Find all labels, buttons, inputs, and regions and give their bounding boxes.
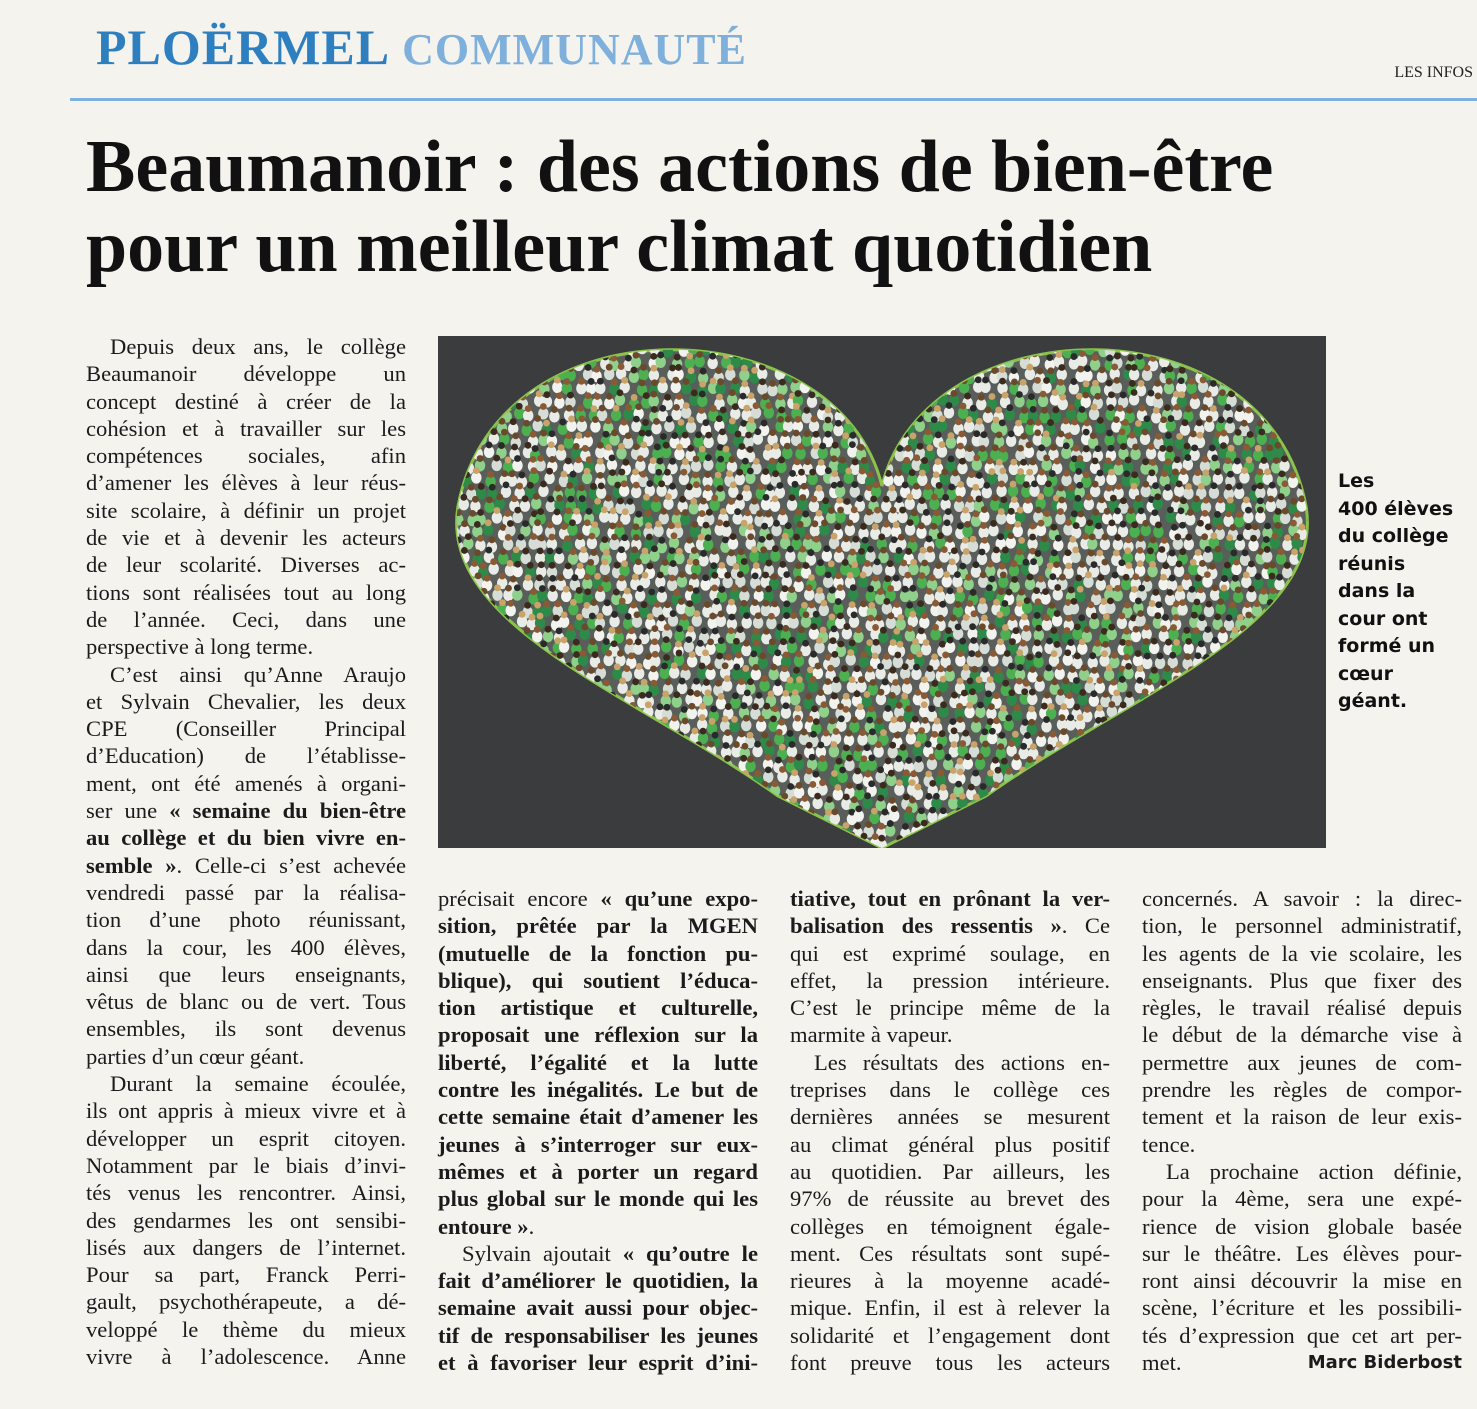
text-line [438,1185,758,1212]
text-run: le début de la démarche vise à [1142,1022,1462,1048]
text-run: pour la 4ème, sera une expé- [1142,1186,1462,1212]
bold-run: liberté, l’égalité et la lutte [438,1049,758,1075]
text-line [790,1185,1110,1212]
text-run: marmite à vapeur. [790,1022,953,1048]
text-run: cohésion et à travailler sur les [86,415,406,441]
text-run: ser une [86,798,170,824]
text-line [86,360,406,387]
text-line [86,961,406,988]
text-run: tés d’expression que cet art per- [1142,1322,1462,1348]
text-line [438,1267,758,1294]
text-line [790,1103,1110,1130]
text-run: Les résultats des actions en- [814,1049,1110,1075]
bold-run: semble » [86,852,177,878]
text-line [86,1343,406,1370]
bold-run: (mutuelle de la fonction pu- [438,940,758,966]
text-line [1142,1131,1462,1158]
text-run: C’est le principe même de la [790,995,1110,1021]
bold-run: « qu’une expo- [600,886,758,911]
text-run: vendredi passé par la réalisa- [86,879,406,905]
text-run: développer un esprit citoyen. [86,1125,406,1151]
headline-line-1: Beaumanoir : des actions de bien-être [86,126,1274,208]
text-run: tions sont réalisées tout au long [86,579,406,605]
photo-caption [1338,468,1472,716]
text-line [86,906,406,933]
text-run: veloppé le thème du mieux [86,1316,406,1342]
headline-line-2: pour un meilleur climat quotidien [86,205,1153,288]
caption-line: cour ont [1338,607,1428,630]
caption-line: réunis [1338,552,1406,575]
caption-line: Les [1338,470,1375,492]
text-run: Depuis deux ans, le collège [110,334,406,359]
text-run: Durant la semaine écoulée, [110,1071,406,1097]
text-line [438,1158,758,1185]
text-line [86,1097,406,1124]
text-line [438,912,758,939]
text-line [438,1103,758,1130]
text-line [86,524,406,551]
text-line [1142,1322,1462,1349]
text-run: solidarité et l’engagement dont [790,1322,1110,1348]
article-column-1 [86,333,406,1370]
text-line [86,469,406,496]
text-run: Beaumanoir développe un [86,361,406,387]
header-divider [70,98,1477,101]
text-line [86,688,406,715]
section-right-label: LES INFOS [1394,64,1473,81]
text-run: qui est exprimé soulage, en [790,940,1110,966]
text-line [790,1131,1110,1158]
text-run: dans la cour, les 400 élèves, [86,934,406,960]
text-line [790,1158,1110,1185]
text-run: règles, le travail réalisé depuis [1142,995,1462,1021]
text-line [86,1207,406,1234]
text-run: concept destiné à créer de la [86,388,406,414]
text-run: treprises dans le collège ces [790,1077,1110,1103]
text-run: tés venus les rencontrer. Ainsi, [86,1180,406,1206]
text-line [86,770,406,797]
text-run: effet, la pression intérieure. [790,967,1110,993]
text-run: . Ce [1061,913,1110,939]
text-line [86,1288,406,1315]
text-run: gault, psychothérapeute, a dé- [86,1289,406,1315]
text-run: mique. Enfin, il est à relever la [790,1295,1110,1321]
text-run: ainsi que leurs enseignants, [86,961,406,987]
text-line [438,1076,758,1103]
caption-line: dans la [1338,580,1416,602]
text-line [1142,1158,1462,1185]
section-subtitle: COMMUNAUTÉ [402,25,747,74]
text-run: rience de vision globale basée [1142,1213,1462,1239]
text-line [86,442,406,469]
text-run: précisait encore [438,886,601,911]
text-run: tence. [1142,1131,1196,1157]
text-run: met. [1142,1350,1182,1376]
text-line [86,333,406,360]
bold-run: tif de responsabiliser les jeunes [438,1322,758,1348]
text-run: compétences sociales, afin [86,443,406,469]
text-line [790,1049,1110,1076]
caption-line: 400 élèves [1338,497,1454,520]
bold-run: entoure » [438,1213,529,1239]
text-line [86,852,406,879]
text-run: de vie et à devenir les acteurs [86,525,406,551]
bold-run: « qu’outre le [622,1240,758,1266]
text-line [790,1322,1110,1349]
text-line [86,579,406,606]
text-line [438,1213,758,1240]
text-line [1142,967,1462,994]
text-line [1142,994,1462,1021]
text-line [1142,1294,1462,1321]
text-line [790,940,1110,967]
text-run: d’Education) de l’établisse- [86,743,406,769]
text-run: tion d’une photo réunissant, [86,907,406,933]
article-column-2 [438,885,758,1376]
text-run: C’est ainsi qu’Anne Araujo [110,661,406,687]
text-line [1142,1076,1462,1103]
text-run: lisés aux dangers de l’internet. [86,1234,406,1260]
text-line [86,1125,406,1152]
text-run: ront ainsi découvrir la mise en [1142,1268,1462,1294]
text-line [86,661,406,688]
text-run: prendre les règles de compor- [1142,1077,1462,1103]
article-headline [86,128,1476,288]
section-town: PLOËRMEL [96,19,391,75]
text-line [1142,912,1462,939]
bold-run: sition, prêtée par la MGEN [438,913,758,939]
text-line [86,1234,406,1261]
article-column-4 [1142,885,1462,1377]
text-line [790,1294,1110,1321]
text-run: parties d’un cœur géant. [86,1043,305,1069]
bold-run: tion artistique et culturelle, [438,995,758,1021]
text-line [86,1015,406,1042]
text-line [1142,1103,1462,1130]
bold-run: « semaine du bien-être [169,798,407,824]
text-line [438,1322,758,1349]
text-run: La prochaine action définie, [1166,1158,1462,1184]
text-line [790,1349,1110,1376]
caption-line: du collège [1338,525,1449,547]
text-line [438,1294,758,1321]
heart-crowd-photo [438,336,1326,848]
text-line [86,797,406,824]
text-run: collèges en témoignent égale- [790,1213,1110,1239]
section-title [96,18,747,76]
text-line [1142,1213,1462,1240]
bold-run: et à favoriser leur esprit d’ini- [438,1350,758,1376]
text-run: ensembles, ils sont devenus [86,1016,406,1042]
text-run: tion, le personnel administratif, [1142,913,1462,939]
text-line [790,912,1110,939]
text-line [790,1213,1110,1240]
text-line [86,388,406,415]
text-line [86,1070,406,1097]
text-line [1142,1267,1462,1294]
text-line [790,1076,1110,1103]
text-run: perspective à long terme. [86,634,314,660]
text-line [438,1021,758,1048]
text-run: ment. Ces résultats sont supé- [790,1240,1110,1266]
text-line [86,415,406,442]
text-run: au quotidien. Par ailleurs, les [790,1158,1110,1184]
text-run: ment, ont été amenés à organi- [86,770,406,796]
bold-run: tiative, tout en prônant la ver- [790,886,1110,911]
text-run: de l’année. Ceci, dans une [86,606,406,632]
text-run: permettre aux jeunes de com- [1142,1049,1462,1075]
text-run: vêtus de blanc ou de vert. Tous [86,989,406,1015]
article-photo [438,336,1326,848]
text-line [790,967,1110,994]
text-line [86,1043,406,1070]
text-line [790,1240,1110,1267]
text-run: vivre à l’adolescence. Anne [86,1343,406,1369]
caption-line: formé un [1338,635,1436,657]
text-line [86,988,406,1015]
text-line [86,1152,406,1179]
text-line [86,742,406,769]
text-line [1142,940,1462,967]
text-run: . Celle-ci s’est achevée [176,852,406,878]
text-run: scène, l’écriture et les possibili- [1142,1295,1462,1321]
caption-line: géant. [1338,690,1408,712]
text-run: et Sylvain Chevalier, les deux [86,688,406,714]
text-run: site scolaire, à définir un projet [86,497,406,523]
text-line [438,994,758,1021]
text-run: Notamment par le biais d’invi- [86,1152,406,1178]
text-line [438,1240,758,1267]
text-run: enseignants. Plus que fixer des [1142,967,1462,993]
text-line [86,497,406,524]
text-line [438,1131,758,1158]
bold-run: contre les inégalités. Le but de [438,1077,758,1103]
text-run: sur le théâtre. Les élèves pour- [1142,1240,1462,1266]
bold-run: balisation des ressentis » [790,913,1062,939]
text-line [1142,1049,1462,1076]
caption-line: cœur [1338,662,1393,685]
text-run: dernières années se mesurent [790,1104,1110,1130]
text-run: 97% de réussite au brevet des [790,1186,1110,1212]
text-line [86,1316,406,1343]
text-line [438,967,758,994]
text-line [438,1049,758,1076]
text-line [438,885,758,912]
text-line [86,934,406,961]
text-line [86,879,406,906]
bold-run: proposait une réflexion sur la [438,1022,758,1048]
text-run: de leur scolarité. Diverses ac- [86,552,406,578]
text-line [1142,885,1462,912]
text-line [86,1179,406,1206]
text-run: rieures à la moyenne acadé- [790,1268,1110,1294]
text-run: d’amener les élèves à leur réus- [86,470,406,496]
text-line [790,885,1110,912]
text-line [790,994,1110,1021]
text-line [86,551,406,578]
text-run: les agents de la vie scolaire, les [1142,940,1462,966]
bold-run: plus global sur le monde qui les [438,1186,758,1212]
text-line [438,940,758,967]
text-run: concernés. A savoir : la direc- [1142,886,1462,911]
text-line [790,1267,1110,1294]
text-line [438,1349,758,1376]
text-run: . [528,1213,535,1239]
text-run: CPE (Conseiller Principal [86,716,406,742]
text-run: Sylvain ajoutait [462,1240,623,1266]
text-run: ils ont appris à mieux vivre et à [86,1098,406,1124]
text-run: Pour sa part, Franck Perri- [86,1262,406,1288]
bold-run: au collège et du bien vivre en- [86,825,406,851]
bold-run: blique), qui soutient l’éduca- [438,967,758,993]
text-run: font preuve tous les acteurs [790,1350,1110,1376]
text-line [1142,1185,1462,1212]
text-line [1142,1021,1462,1048]
bold-run: jeunes à s’interroger sur eux- [438,1131,758,1157]
text-run: tement et la raison de leur exis- [1142,1104,1462,1130]
article-column-3 [790,885,1110,1376]
text-line [1142,1240,1462,1267]
bold-run: mêmes et à porter un regard [438,1158,758,1184]
text-line [86,1261,406,1288]
bold-run: cette semaine était d’amener les [438,1104,758,1130]
text-line [790,1021,1110,1048]
text-line [86,606,406,633]
text-run: des gendarmes les ont sensibi- [86,1207,406,1233]
text-line [86,633,406,660]
text-run: au climat général plus positif [790,1131,1110,1157]
text-line [86,715,406,742]
author-signature: Marc Biderbost [1307,1352,1462,1374]
text-line [86,824,406,851]
bold-run: fait d’améliorer le quotidien, la [438,1268,758,1294]
bold-run: semaine avait aussi pour objec- [438,1295,758,1321]
